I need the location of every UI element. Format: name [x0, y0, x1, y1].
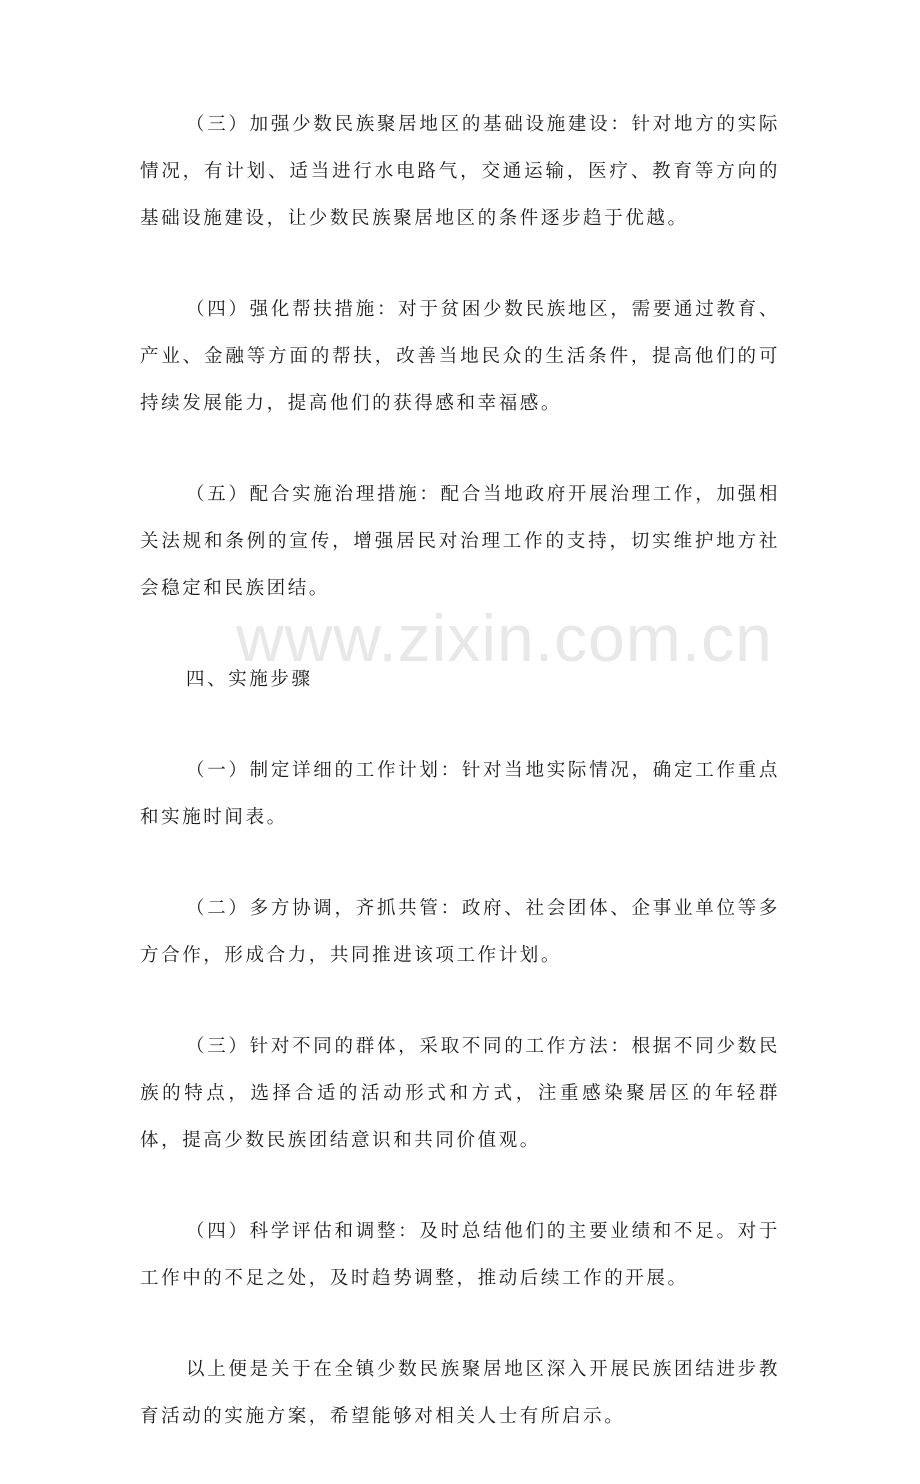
paragraph-step-coordination: （二）多方协调，齐抓共管：政府、社会团体、企事业单位等多方合作，形成合力，共同推进该项工作计划。 — [140, 898, 780, 966]
paragraph-governance: （五）配合实施治理措施：配合当地政府开展治理工作，加强相关法规和条例的宣传，增强居民对治理工作的支持，切实维护地方社会稳定和民族团结。 — [140, 484, 780, 599]
section-heading-steps: 四、实施步骤 — [186, 669, 313, 690]
paragraph-step-evaluation: （四）科学评估和调整：及时总结他们的主要业绩和不足。对于工作中的不足之处，及时趋势调整，推动后续工作的开展。 — [140, 1221, 780, 1289]
paragraph-step-groups: （三）针对不同的群体，采取不同的工作方法：根据不同少数民族的特点，选择合适的活动形式和方式，注重感染聚居区的年轻群体，提高少数民族团结意识和共同价值观。 — [140, 1036, 780, 1151]
watermark-text: www.zixin.com.cn — [236, 601, 773, 675]
paragraph-conclusion: 以上便是关于在全镇少数民族聚居地区深入开展民族团结进步教育活动的实施方案，希望能够对相关人士有所启示。 — [140, 1359, 780, 1427]
paragraph-assistance: （四）强化帮扶措施：对于贫困少数民族地区，需要通过教育、产业、金融等方面的帮扶，改善当地民众的生活条件，提高他们的可持续发展能力，提高他们的获得感和幸福感。 — [140, 299, 780, 414]
paragraph-step-plan: （一）制定详细的工作计划：针对当地实际情况，确定工作重点和实施时间表。 — [140, 760, 780, 828]
document-body — [140, 101, 780, 1484]
paragraph-infrastructure: （三）加强少数民族聚居地区的基础设施建设：针对地方的实际情况，有计划、适当进行水电路气，交通运输，医疗、教育等方向的基础设施建设，让少数民族聚居地区的条件逐步趋于优越。 — [140, 114, 780, 229]
